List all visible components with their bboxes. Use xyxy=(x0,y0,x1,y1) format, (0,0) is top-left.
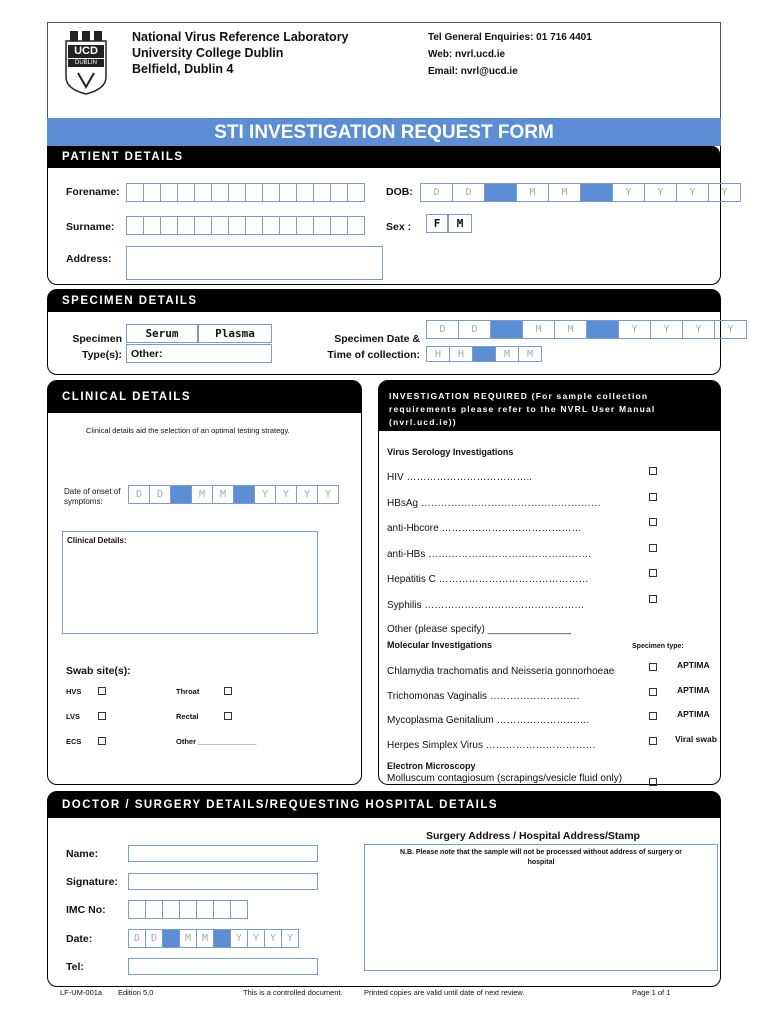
specimen-type-label: Specimen type: xyxy=(632,643,684,650)
imc-cell[interactable] xyxy=(162,900,180,919)
onset-date-field[interactable] xyxy=(128,485,338,504)
surname-cell[interactable] xyxy=(160,216,178,235)
surgery-address-field[interactable] xyxy=(364,844,718,971)
specimen-date-cell[interactable] xyxy=(490,320,523,339)
serology-item-checkbox[interactable] xyxy=(649,493,657,501)
specimen-time-cell[interactable]: M xyxy=(495,346,519,362)
specimen-time-cell[interactable]: H xyxy=(449,346,473,362)
molecular-item xyxy=(387,735,722,749)
forename-label: Forename: xyxy=(66,186,120,198)
serology-item-checkbox[interactable] xyxy=(649,595,657,603)
dob-cell[interactable]: Y xyxy=(644,183,677,202)
serology-item-label: anti-Hbcore …………………………………… xyxy=(387,523,582,534)
em-item-checkbox[interactable] xyxy=(649,778,657,786)
specimen-time-field[interactable] xyxy=(426,346,541,362)
em-item: Molluscum contagiosum (scrapings/vesicle fluid only) xyxy=(387,773,623,784)
sex-m-option[interactable]: M xyxy=(448,214,472,233)
swab-site-left-checkbox[interactable] xyxy=(98,687,106,695)
serology-item-label: HIV ……………………………….. xyxy=(387,472,533,483)
onset-label-1: Date of onset of xyxy=(64,487,121,496)
swab-site-left-checkbox[interactable] xyxy=(98,737,106,745)
swab-site-right: Other ______________ xyxy=(176,737,257,746)
forename-cell[interactable] xyxy=(313,183,331,202)
molecular-specimen-type: APTIMA xyxy=(677,660,710,670)
clinical-note: Clinical details aid the selection of an optimal testing strategy. xyxy=(86,426,290,435)
onset-date-cell[interactable]: Y xyxy=(275,485,297,504)
surname-cell[interactable] xyxy=(313,216,331,235)
dob-cell[interactable]: Y xyxy=(708,183,741,202)
onset-date-cell[interactable]: M xyxy=(212,485,234,504)
investigation-heading-2: requirements please refer to the NVRL User Manual xyxy=(389,404,656,414)
serology-item-checkbox[interactable] xyxy=(649,518,657,526)
dob-cell[interactable]: D xyxy=(420,183,453,202)
forename-cell[interactable] xyxy=(262,183,280,202)
onset-date-cell[interactable]: Y xyxy=(296,485,318,504)
specimen-date-cell[interactable]: D xyxy=(458,320,491,339)
doctor-name-field[interactable] xyxy=(128,845,318,862)
serology-title: Virus Serology Investigations xyxy=(387,447,514,457)
imc-field[interactable] xyxy=(128,900,247,919)
plasma-option[interactable]: Plasma xyxy=(198,324,272,343)
address-label: Address: xyxy=(66,253,112,265)
serology-item-label: HBsAg ……………………………………………… xyxy=(387,497,601,509)
serology-other[interactable]: Other (please specify) _______________ xyxy=(387,624,572,635)
specimen-date-cell[interactable]: M xyxy=(554,320,587,339)
forename-cell[interactable] xyxy=(330,183,348,202)
swab-site-left-checkbox[interactable] xyxy=(98,712,106,720)
investigation-heading xyxy=(379,381,720,431)
surname-cell[interactable] xyxy=(262,216,280,235)
forename-field[interactable] xyxy=(126,183,364,202)
dob-cell[interactable]: M xyxy=(548,183,581,202)
specimen-date-cell[interactable]: Y xyxy=(714,320,747,339)
specimen-time-cell[interactable]: H xyxy=(426,346,450,362)
specimen-details-heading: SPECIMEN DETAILS xyxy=(48,290,720,312)
imc-cell[interactable] xyxy=(179,900,197,919)
onset-date-cell[interactable]: D xyxy=(128,485,150,504)
swab-site-row xyxy=(66,737,346,751)
molecular-item-label: Herpes Simplex Virus …………………………… xyxy=(387,739,596,751)
investigation-panel xyxy=(378,380,721,785)
signature-field[interactable] xyxy=(128,873,318,890)
imc-cell[interactable] xyxy=(213,900,231,919)
specimen-details-panel xyxy=(47,289,734,375)
dob-cell[interactable]: D xyxy=(452,183,485,202)
specimen-date-label-2: Time of collection: xyxy=(327,349,420,361)
serology-item xyxy=(387,467,712,481)
specimen-type-label-1: Specimen xyxy=(72,333,122,345)
sex-f-option[interactable]: F xyxy=(426,214,448,233)
molecular-item-checkbox[interactable] xyxy=(649,712,657,720)
specimen-date-cell[interactable]: Y xyxy=(618,320,651,339)
form-header xyxy=(47,22,721,118)
forename-cell[interactable] xyxy=(245,183,263,202)
clinical-details-field[interactable] xyxy=(62,531,318,634)
onset-date-cell[interactable]: M xyxy=(191,485,213,504)
swab-site-label: Swab site(s): xyxy=(66,665,131,677)
imc-cell[interactable] xyxy=(230,900,248,919)
imc-cell[interactable] xyxy=(145,900,163,919)
swab-site-right: Rectal xyxy=(176,712,199,721)
address-title: Surgery Address / Hospital Address/Stamp xyxy=(426,830,640,842)
doctor-date-cell[interactable]: D xyxy=(145,929,163,948)
specimen-date-cell[interactable]: Y xyxy=(682,320,715,339)
serology-item-checkbox[interactable] xyxy=(649,569,657,577)
imc-label: IMC No: xyxy=(66,904,106,916)
specimen-date-field[interactable] xyxy=(426,320,746,339)
imc-cell[interactable] xyxy=(196,900,214,919)
investigation-heading-3: (nvrl.ucd.ie)) xyxy=(389,417,457,427)
doctor-date-cell[interactable]: Y xyxy=(264,929,282,948)
clinical-details-heading: CLINICAL DETAILS xyxy=(48,381,361,413)
serology-item xyxy=(387,493,712,507)
serology-item-label: Syphilis ………………………………………… xyxy=(387,599,585,611)
forename-cell[interactable] xyxy=(347,183,365,202)
surname-field[interactable] xyxy=(126,216,364,235)
specimen-other-field[interactable]: Other: xyxy=(126,344,272,363)
dob-label: DOB: xyxy=(386,186,413,198)
molecular-item-label: Mycoplasma Genitalium ………………………. xyxy=(387,715,590,726)
onset-date-cell[interactable] xyxy=(233,485,255,504)
footer-printed: Printed copies are valid until date of next review. xyxy=(364,988,525,997)
specimen-date-cell[interactable]: D xyxy=(426,320,459,339)
patient-details-panel xyxy=(47,146,728,285)
sex-label: Sex : xyxy=(386,221,412,233)
surname-cell[interactable] xyxy=(211,216,229,235)
dob-cell[interactable]: M xyxy=(516,183,549,202)
doctor-date-cell[interactable]: Y xyxy=(281,929,299,948)
doctor-date-cell[interactable]: D xyxy=(128,929,146,948)
doctor-details-panel xyxy=(47,791,721,987)
signature-label: Signature: xyxy=(66,876,118,888)
footer-code: LF-UM-001a xyxy=(60,988,103,997)
onset-date-cell[interactable]: Y xyxy=(254,485,276,504)
clinical-details-panel xyxy=(47,380,362,785)
molecular-item-checkbox[interactable] xyxy=(649,737,657,745)
swab-site-row xyxy=(66,712,346,726)
molecular-item xyxy=(387,661,722,675)
email-address: Email: nvrl@ucd.ie xyxy=(428,66,518,77)
surname-cell[interactable] xyxy=(126,216,144,235)
specimen-type-label-2: Type(s): xyxy=(81,349,122,361)
doctor-date-cell[interactable]: Y xyxy=(230,929,248,948)
dob-field[interactable] xyxy=(420,183,740,202)
clinical-details-label: Clinical Details: xyxy=(67,536,127,545)
serology-item-label: Hepatitis C ……………………………………… xyxy=(387,574,589,585)
molecular-item-label: Trichomonas Vaginalis ……………………… xyxy=(387,690,580,702)
molecular-specimen-type: Viral swab xyxy=(675,733,717,744)
molecular-specimen-type: APTIMA xyxy=(677,684,710,695)
surname-cell[interactable] xyxy=(330,216,348,235)
surname-cell[interactable] xyxy=(177,216,195,235)
serology-item xyxy=(387,518,712,532)
dob-cell[interactable]: Y xyxy=(612,183,645,202)
swab-site-right-checkbox[interactable] xyxy=(224,687,232,695)
logo-text-ucd: UCD xyxy=(74,45,98,57)
swab-site-left: HVS xyxy=(66,687,82,696)
doctor-date-label: Date: xyxy=(66,933,93,945)
tel-enquiries: Tel General Enquiries: 01 716 4401 xyxy=(428,32,592,43)
patient-details-heading: PATIENT DETAILS xyxy=(48,146,720,168)
doctor-date-cell[interactable] xyxy=(162,929,180,948)
specimen-time-cell[interactable]: M xyxy=(518,346,542,362)
ucd-logo xyxy=(64,29,108,95)
footer-page: Page 1 of 1 xyxy=(632,988,671,997)
forename-cell[interactable] xyxy=(177,183,195,202)
serology-item xyxy=(387,595,712,609)
doctor-date-cell[interactable]: M xyxy=(196,929,214,948)
imc-cell[interactable] xyxy=(128,900,146,919)
logo-text-dublin: DUBLIN xyxy=(74,60,97,66)
molecular-item-checkbox[interactable] xyxy=(649,688,657,696)
molecular-item xyxy=(387,686,722,700)
forename-cell[interactable] xyxy=(296,183,314,202)
forename-cell[interactable] xyxy=(160,183,178,202)
swab-site-row xyxy=(66,687,346,701)
onset-date-cell[interactable]: D xyxy=(149,485,171,504)
molecular-item-label: Chlamydia trachomatis and Neisseria gonnorhoeae xyxy=(387,666,615,677)
serology-item xyxy=(387,569,712,583)
forename-cell[interactable] xyxy=(279,183,297,202)
serology-item xyxy=(387,544,712,558)
doctor-date-cell[interactable]: M xyxy=(179,929,197,948)
serum-option[interactable]: Serum xyxy=(126,324,198,343)
footer-controlled: This is a controlled document. xyxy=(243,988,343,997)
doctor-date-cell[interactable] xyxy=(213,929,231,948)
address-field[interactable] xyxy=(126,246,383,280)
footer-edition: Edition 5.0 xyxy=(118,988,154,997)
em-title: Electron Microscopy xyxy=(387,761,476,771)
form-title: STI INVESTIGATION REQUEST FORM xyxy=(47,118,721,146)
forename-cell[interactable] xyxy=(126,183,144,202)
forename-cell[interactable] xyxy=(211,183,229,202)
surname-label: Surname: xyxy=(66,221,115,233)
specimen-time-cell[interactable] xyxy=(472,346,496,362)
forename-cell[interactable] xyxy=(143,183,161,202)
surname-cell[interactable] xyxy=(228,216,246,235)
serology-item-checkbox[interactable] xyxy=(649,467,657,475)
doctor-tel-label: Tel: xyxy=(66,961,84,973)
surname-cell[interactable] xyxy=(279,216,297,235)
surname-cell[interactable] xyxy=(143,216,161,235)
serology-item-checkbox[interactable] xyxy=(649,544,657,552)
molecular-item-checkbox[interactable] xyxy=(649,663,657,671)
specimen-date-cell[interactable]: M xyxy=(522,320,555,339)
specimen-date-label-1: Specimen Date & xyxy=(334,333,420,345)
swab-site-left: ECS xyxy=(66,737,82,746)
dob-cell[interactable] xyxy=(484,183,517,202)
dob-cell[interactable]: Y xyxy=(676,183,709,202)
doctor-tel-field[interactable] xyxy=(128,958,318,975)
swab-site-right: Throat xyxy=(176,687,200,696)
specimen-date-cell[interactable] xyxy=(586,320,619,339)
surname-cell[interactable] xyxy=(296,216,314,235)
surname-cell[interactable] xyxy=(194,216,212,235)
onset-date-cell[interactable]: Y xyxy=(317,485,339,504)
swab-site-right-checkbox[interactable] xyxy=(224,712,232,720)
doctor-details-heading: DOCTOR / SURGERY DETAILS/REQUESTING HOSPITAL DETAILS xyxy=(48,792,720,818)
serology-item-label: anti-HBs …………………………………………. xyxy=(387,548,591,560)
lab-location: Belfield, Dublin 4 xyxy=(132,62,234,76)
forename-cell[interactable] xyxy=(228,183,246,202)
doctor-name-label: Name: xyxy=(66,848,99,860)
molecular-title: Molecular Investigations xyxy=(387,640,493,650)
forename-cell[interactable] xyxy=(194,183,212,202)
specimen-date-cell[interactable]: Y xyxy=(650,320,683,339)
address-note: N.B. Please note that the sample will not be processed without address of surgery or hospital xyxy=(399,849,682,866)
surname-cell[interactable] xyxy=(245,216,263,235)
onset-date-cell[interactable] xyxy=(170,485,192,504)
investigation-heading-1: INVESTIGATION REQUIRED (For sample collection xyxy=(389,391,649,401)
doctor-date-field[interactable] xyxy=(128,929,298,948)
onset-label-2: symptoms: xyxy=(64,497,103,506)
doctor-date-cell[interactable]: Y xyxy=(247,929,265,948)
university-name: University College Dublin xyxy=(132,46,284,60)
web-address: Web: nvrl.ucd.ie xyxy=(428,49,506,60)
surname-cell[interactable] xyxy=(347,216,365,235)
molecular-item xyxy=(387,710,722,724)
swab-site-left: LVS xyxy=(66,712,81,721)
lab-name: National Virus Reference Laboratory xyxy=(132,30,349,44)
dob-cell[interactable] xyxy=(580,183,613,202)
molecular-specimen-type: APTIMA xyxy=(677,709,710,719)
